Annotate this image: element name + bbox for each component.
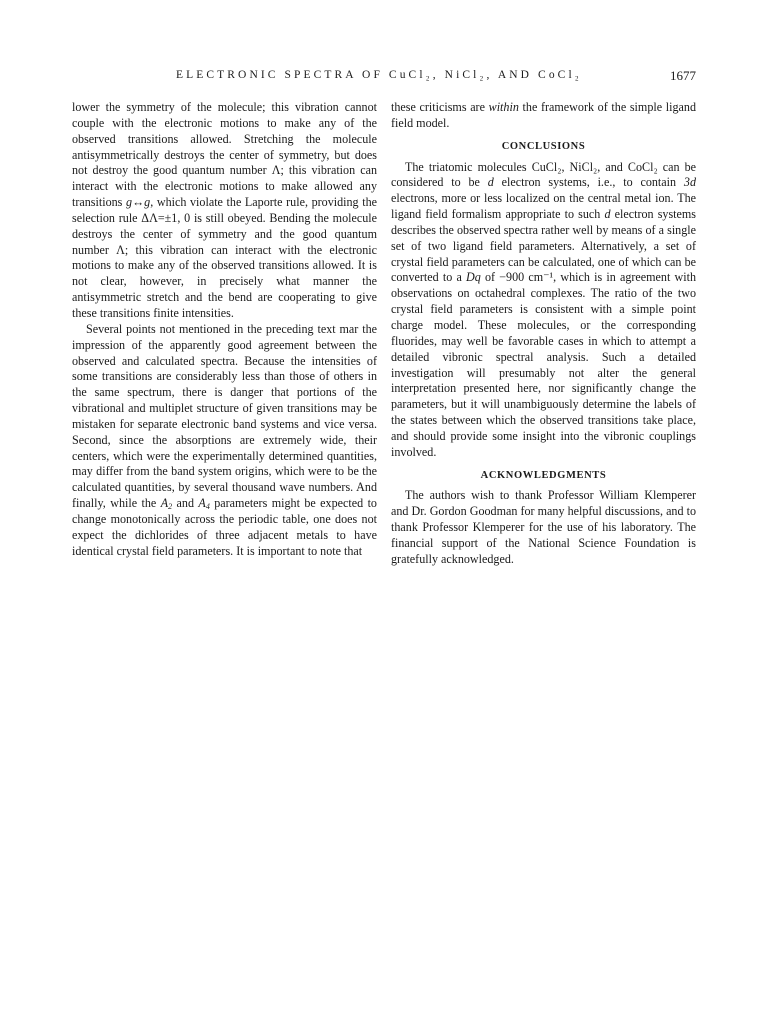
paragraph — [391, 100, 696, 132]
param-a2: $A_2$ — [160, 496, 173, 512]
text-run: the framework of the simple ligand field model. — [391, 100, 696, 130]
paragraph — [72, 322, 377, 560]
text-run: parameters might be expected to change monotonically across the periodic table, one does not expect the dichlorides of three adjacent metals to have identical crystal field parameters. It is important to note that — [72, 496, 377, 558]
emphasis-within: within — [488, 100, 519, 114]
text-run: electrons, more or less localized on the central metal ion. The ligand field formalism appropriate to such — [391, 191, 696, 222]
text-run: The triatomic molecules CuCl₂, NiCl₂, and CoCl₂ can be considered to be — [391, 159, 696, 190]
right-column — [391, 100, 696, 568]
text-run: and — [172, 496, 199, 511]
text-run: electron systems, i.e., to contain — [493, 175, 684, 190]
param-a4: $A_4$ — [198, 496, 210, 512]
page-header — [72, 69, 698, 85]
emphasis-dq: Dq — [466, 270, 481, 285]
paragraph — [391, 160, 696, 461]
emphasis-d: d — [487, 175, 494, 190]
page-number: 1677 — [670, 68, 696, 83]
text-run: The authors wish to thank Professor William Klemperer and Dr. Gordon Goodman for many helpful discussions, and to thank Professor Klemperer for the use of his laboratory. The financial support of the National Science Foundation is gratefully acknowledged. — [391, 488, 696, 566]
paragraph — [72, 100, 377, 322]
text-run: lower the symmetry of the molecule; this vibration cannot couple with the electronic motions to make any of the observed transitions allowed. Stretching the molecule antisymmetrically destroys the center of symmetry, but does not destroy the good quantum number Λ; this vibration can interact with the electronic motions to make allowed any transitions — [72, 100, 377, 210]
text-run: , which violate the Laporte rule, providing the selection rule ΔΛ=±1, 0 is still obeyed. Bending the molecule destroys the center of symmetry and the good quantum number Λ; this vibration can interact with the electronic motions to make any of the observed transitions allowed. It is not clear, however, in precisely what manner the antisymmetric stretch and the bend are cooperating to give these transitions finite intensities. — [72, 195, 377, 320]
left-column — [72, 100, 377, 559]
text-run: Several points not mentioned in the preceding text mar the impression of the apparently good agreement between the observed and calculated spectra. Because the intensities of some transitions are considerably less than those of others in the same spectrum, there is danger that portions of the vibrational and multiplet structure of given transitions may be mistaken for separate electronic band systems and vice versa. Second, since the absorptions are extremely wide, their centers, which were the experimentally determined quantities, may differ from the band system origins, which were to be the calculated quantities, by several thousand wave numbers. And finally, while the — [72, 321, 377, 511]
text-run: these criticisms are — [391, 100, 489, 114]
emphasis-3d: 3d — [683, 175, 696, 190]
text-run: electron systems describes the observed spectra rather well by means of a single set of two ligand field parameters. Alternatively, a set of crystal field parameters can be calculated, one of which can be converted to a — [391, 207, 696, 285]
emphasis-d: d — [604, 207, 611, 222]
paragraph — [391, 488, 696, 567]
text-run: of −900 cm⁻¹, which is in agreement with observations on octahedral complexes. The ratio of the two crystal field parameters is consistent with a simple point charge model. These molecules, or the corresponding fluorides, may well be favorable cases in which to attempt a detailed vibronic spectral analysis. Such a detailed investigation will presumably not alter the general interpretation presented here, nor significantly change the parameters, but it will unambiguously determine the labels of the states between which the observed transitions take place, and should provide some insight into the vibronic couplings involved. — [391, 270, 696, 459]
selection-g-g: g↔g — [126, 195, 151, 210]
acknowledgments-heading: ACKNOWLEDGMENTS — [480, 469, 607, 481]
conclusions-heading: CONCLUSIONS — [501, 140, 586, 152]
running-title: ELECTRONIC SPECTRA OF CuCl₂, NiCl₂, AND CoCl₂ — [176, 69, 582, 81]
